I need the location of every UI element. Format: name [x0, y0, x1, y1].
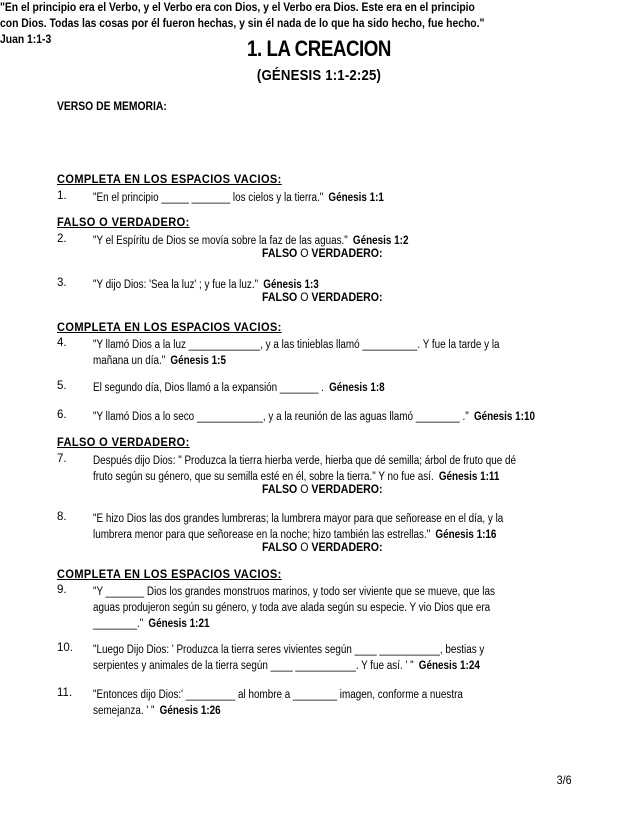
section-heading-true-false: FALSO O VERDADERO:: [57, 217, 190, 229]
question-text: "Y llamó Dios a la luz _____________, y a las tinieblas llamó __________. Y fue la tarde y la mañana un día." Génesis 1:5: [93, 339, 500, 367]
question-text: "Y llamó Dios a lo seco ____________, y a la reunión de las aguas llamó ________ ." Génesis 1:10: [93, 411, 535, 423]
question-text: "Y _______ Dios los grandes monstruos marinos, y todo ser viviente que se mueve, que las aguas produjeron según su género, y toda ave alada según su especie. Y vio Dios que era ________." Génesis 1:21: [93, 586, 495, 630]
question-number: 6.: [57, 409, 67, 421]
question-text: "En el principio _____ _______ los cielos y la tierra." Génesis 1:1: [93, 192, 384, 204]
question-text: "Entonces dijo Dios:' _________ al hombre a ________ imagen, conforme a nuestra semejanza. ' " Génesis 1:26: [93, 689, 463, 717]
question-number: 10.: [57, 642, 73, 654]
scripture-reference: Génesis 1:10: [473, 411, 535, 423]
true-false-answer: FALSO O VERDADERO:: [262, 484, 383, 496]
scripture-reference: Génesis 1:1: [328, 192, 384, 204]
question-number: 1.: [57, 190, 67, 202]
question-text: "E hizo Dios las dos grandes lumbreras; la lumbrera mayor para que señorease en el día, y la lumbrera menor para que señorease en la noche; hizo también las estrellas." Génesis 1:16: [93, 513, 504, 541]
true-false-answer: FALSO O VERDADERO:: [262, 292, 383, 304]
section-heading-fill-blanks: COMPLETA EN LOS ESPACIOS VACIOS:: [57, 569, 282, 581]
scripture-reference: Génesis 1:26: [159, 705, 221, 717]
question-number: 4.: [57, 337, 67, 349]
question-number: 5.: [57, 380, 67, 392]
question-number: 9.: [57, 584, 67, 596]
memory-verse-line: con Dios. Todas las cosas por él fueron hechas, y sin él nada de lo que ha sido hecho, fue hecho.": [0, 18, 485, 30]
page-subtitle: (GÉNESIS 1:1-2:25): [256, 67, 382, 84]
scripture-reference: Génesis 1:21: [148, 618, 210, 630]
memory-verse-line: "En el principio era el Verbo, y el Verbo era con Dios, y el Verbo era Dios. Este era en el principio: [0, 2, 475, 14]
scripture-reference: Génesis 1:8: [329, 382, 385, 394]
memory-verse-line: Juan 1:1-3: [0, 34, 52, 46]
scripture-reference: Génesis 1:5: [170, 355, 226, 367]
question-number: 3.: [57, 277, 67, 289]
true-false-answer: FALSO O VERDADERO:: [262, 248, 383, 260]
section-heading-fill-blanks: COMPLETA EN LOS ESPACIOS VACIOS:: [57, 322, 282, 334]
memory-verse-text: [0, 0, 520, 48]
page-title: 1. LA CREACION: [246, 36, 391, 61]
memory-verse-heading: VERSO DE MEMORIA:: [57, 101, 167, 113]
scripture-reference: Génesis 1:11: [438, 471, 500, 483]
question-number: 7.: [57, 453, 67, 465]
question-text: "Y el Espíritu de Dios se movía sobre la faz de las aguas." Génesis 1:2: [93, 235, 409, 247]
section-heading-fill-blanks: COMPLETA EN LOS ESPACIOS VACIOS:: [57, 174, 282, 186]
question-number: 2.: [57, 233, 67, 245]
section-heading-true-false: FALSO O VERDADERO:: [57, 437, 190, 449]
question-text: El segundo día, Dios llamó a la expansión _______ . Génesis 1:8: [93, 382, 385, 394]
question-number: 11.: [57, 687, 73, 699]
scripture-reference: Génesis 1:16: [435, 529, 497, 541]
page-number: 3/6: [556, 773, 572, 787]
question-text: "Luego Dijo Dios: ' Produzca la tierra seres vivientes según ____ ___________, bestias y serpientes y animales de la tierra según ____ ___________. Y fue así. ' " Génesis 1:24: [93, 644, 485, 672]
scripture-reference: Génesis 1:2: [352, 235, 409, 247]
question-text: Después dijo Dios: " Produzca la tierra hierba verde, hierba que dé semilla; árbol de fruto que dé fruto según su género, que su semilla esté en él, sobre la tierra." Y no fue así. Génesis 1:11: [93, 455, 516, 483]
scripture-reference: Génesis 1:3: [263, 279, 319, 291]
true-false-answer: FALSO O VERDADERO:: [262, 542, 383, 554]
question-text: "Y dijo Dios: 'Sea la luz' ; y fue la luz." Génesis 1:3: [93, 279, 319, 291]
question-number: 8.: [57, 511, 67, 523]
scripture-reference: Génesis 1:24: [418, 660, 480, 672]
